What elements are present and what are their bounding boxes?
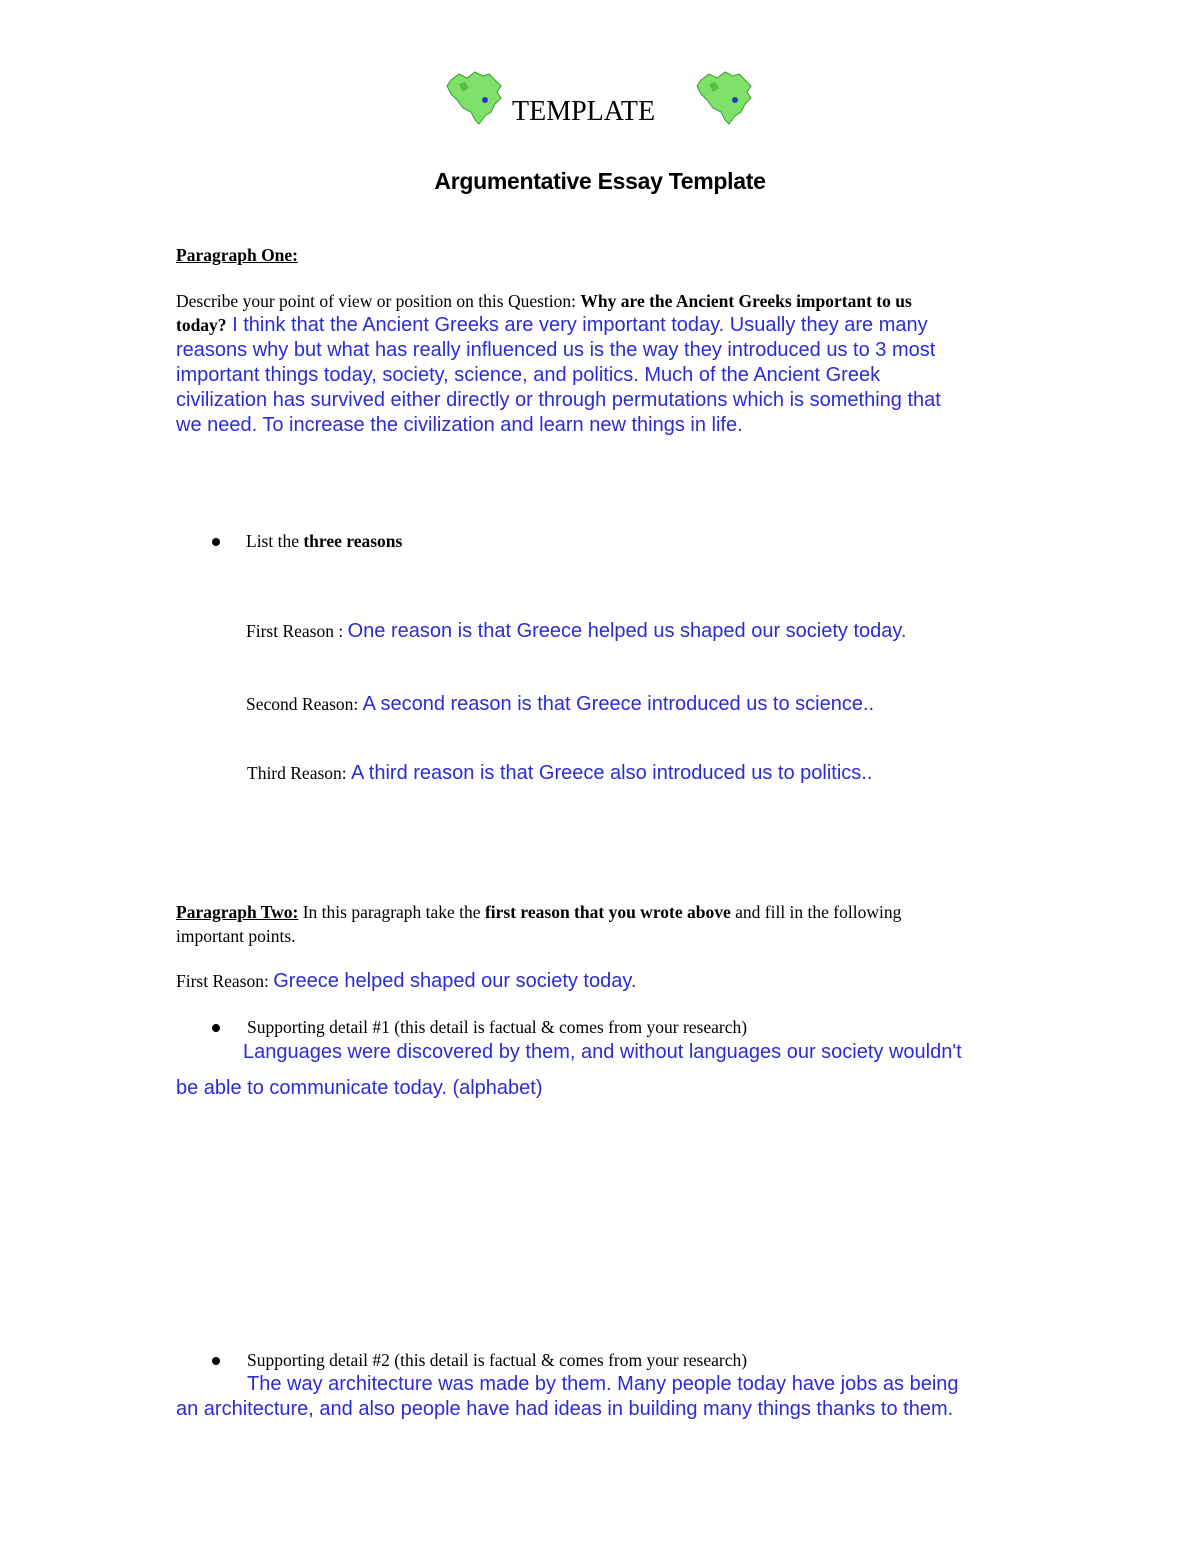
- detail2-label: Supporting detail #2 (this detail is factual & comes from your research): [247, 1350, 748, 1370]
- paragraph-one-line2: [176, 314, 928, 337]
- reason-label: Second Reason:: [246, 694, 363, 714]
- detail1-answer-line: Languages were discovered by them, and without languages our society wouldn't: [243, 1041, 962, 1063]
- reason-row: [246, 620, 906, 643]
- bullet: [212, 538, 220, 546]
- prompt-bold-today: today?: [176, 315, 227, 335]
- reason-label: First Reason :: [246, 621, 348, 641]
- prompt-bold: Why are the Ancient Greeks important to us: [580, 291, 912, 311]
- intro-bold: first reason that you wrote above: [484, 902, 731, 922]
- template-word: TEMPLATE: [512, 96, 656, 127]
- answer-line: civilization has survived either directly or through permutations which is something that: [176, 389, 941, 411]
- intro-plain: In this paragraph take the: [298, 902, 485, 922]
- answer-line: we need. To increase the civilization and learn new things in life.: [176, 414, 743, 436]
- detail1-label: Supporting detail #1 (this detail is factual & comes from your research): [247, 1017, 748, 1037]
- reason-row: [247, 762, 872, 785]
- reason-row: [246, 693, 874, 716]
- list-prompt: [246, 531, 402, 552]
- paragraph-two-heading: Paragraph Two:: [176, 902, 299, 922]
- detail2-answer-line: The way architecture was made by them. Many people today have jobs as being: [247, 1373, 959, 1395]
- paragraph-two-intro: [176, 902, 901, 923]
- first-reason-answer: Greece helped shaped our society today.: [273, 970, 637, 992]
- reason-answer: A second reason is that Greece introduced us to science..: [362, 693, 875, 715]
- first-reason-row: [176, 970, 636, 993]
- paragraph-two-intro-line2: important points.: [176, 926, 296, 946]
- intro-plain: and fill in the following: [730, 902, 902, 922]
- north-america-map-icon: [445, 70, 507, 128]
- list-prompt-bold: three reasons: [303, 531, 403, 551]
- bullet: [212, 1024, 220, 1032]
- answer-line: important things today, society, science, and politics. Much of the Ancient Greek: [176, 364, 881, 386]
- detail2-answer-line: an architecture, and also people have had ideas in building many things thanks to them.: [176, 1398, 954, 1420]
- reason-label: Third Reason:: [247, 763, 352, 783]
- document-title: Argumentative Essay Template: [434, 168, 766, 194]
- prompt-plain: Describe your point of view or position on this Question:: [176, 291, 581, 311]
- reason-answer: One reason is that Greece helped us shaped our society today.: [347, 620, 907, 642]
- paragraph-one-heading: Paragraph One:: [176, 245, 299, 265]
- bullet: [212, 1357, 220, 1365]
- answer-line: reasons why but what has really influenced us is the way they introduced us to 3 most: [176, 339, 936, 361]
- paragraph-one-prompt: [176, 291, 912, 312]
- list-prompt-plain: List the: [246, 531, 304, 551]
- detail1-answer-line: be able to communicate today. (alphabet): [176, 1077, 543, 1099]
- north-america-map-icon: [695, 70, 757, 128]
- answer-line: I think that the Ancient Greeks are very important today. Usually they are many: [226, 314, 928, 336]
- reason-answer: A third reason is that Greece also introduced us to politics..: [351, 762, 873, 784]
- first-reason-label: First Reason:: [176, 971, 274, 991]
